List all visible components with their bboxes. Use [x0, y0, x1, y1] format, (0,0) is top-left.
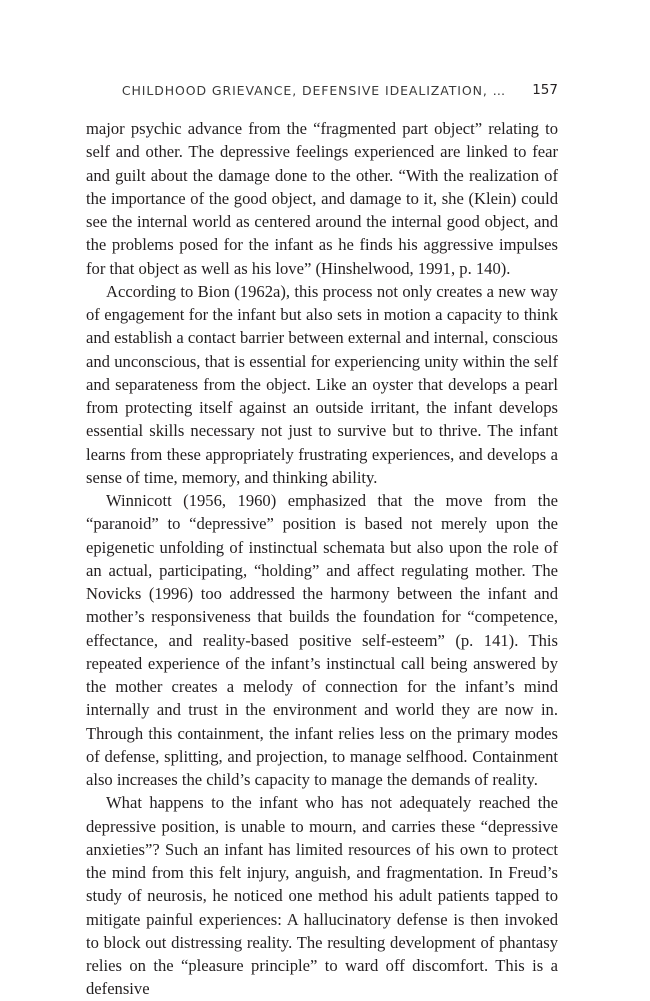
page-number: 157 [532, 82, 558, 98]
paragraph-4: What happens to the infant who has not adequately reached the depressive position, is unable to mourn, and carries these “depressive anxieties”? Such an infant has limited resources of his own to protect the mind from this felt injury, anguish, and fragmentation. In Freud’s study of neurosis, he noticed one method his adult patients tapped to mitigate painful experiences: A hallucinatory defense is then invoked to block out distressing reality. The resulting development of phantasy relies on the “pleasure principle” to ward off discomfort. This is a defensive [86, 793, 558, 999]
running-title: CHILDHOOD GRIEVANCE, DEFENSIVE IDEALIZATION, … [121, 83, 506, 98]
running-head [86, 81, 558, 101]
paragraph-3: Winnicott (1956, 1960) emphasized that the move from the “paranoid” to “depressive” position is based not merely upon the epigenetic unfolding of instinctual schemata but also upon the role of an actual, participating, “holding” and affect regulating mother. The Novicks (1996) too addressed the harmony between the infant and mother’s responsiveness that builds the foundation for “competence, effectance, and reality-based positive self-esteem” (p. 141). This repeated experience of the infant’s instinctual call being answered by the mother creates a melody of connection for the infant’s mind internally and trust in the environment and world they are now in. Through this containment, the infant relies less on the primary modes of defense, splitting, and projection, to manage selfhood. Containment also increases the child’s capacity to manage the demands of reality. [86, 491, 558, 789]
paragraph-1: major psychic advance from the “fragmented part object” relating to self and other. The depressive feelings experienced are linked to fear and guilt about the damage done to the other. “With the realization of the importance of the good object, and damage to it, she (Klein) could see the internal world as centered around the internal good object, and the problems posed for the infant as he finds his aggressive impulses for that object as well as his love” (Hinshelwood, 1991, p. 140). [86, 119, 558, 278]
body-text [86, 117, 558, 1001]
paragraph-2: According to Bion (1962a), this process not only creates a new way of engagement for the infant but also sets in motion a capacity to think and establish a contact barrier between external and internal, conscious and unconscious, that is essential for experiencing unity within the self and separateness from the object. Like an oyster that develops a pearl from protecting itself against an outside irritant, the infant develops essential skills necessary not just to survive but to thrive. The infant learns from these appropriately frustrating experiences, and develops a sense of time, memory, and thinking ability. [86, 281, 558, 487]
